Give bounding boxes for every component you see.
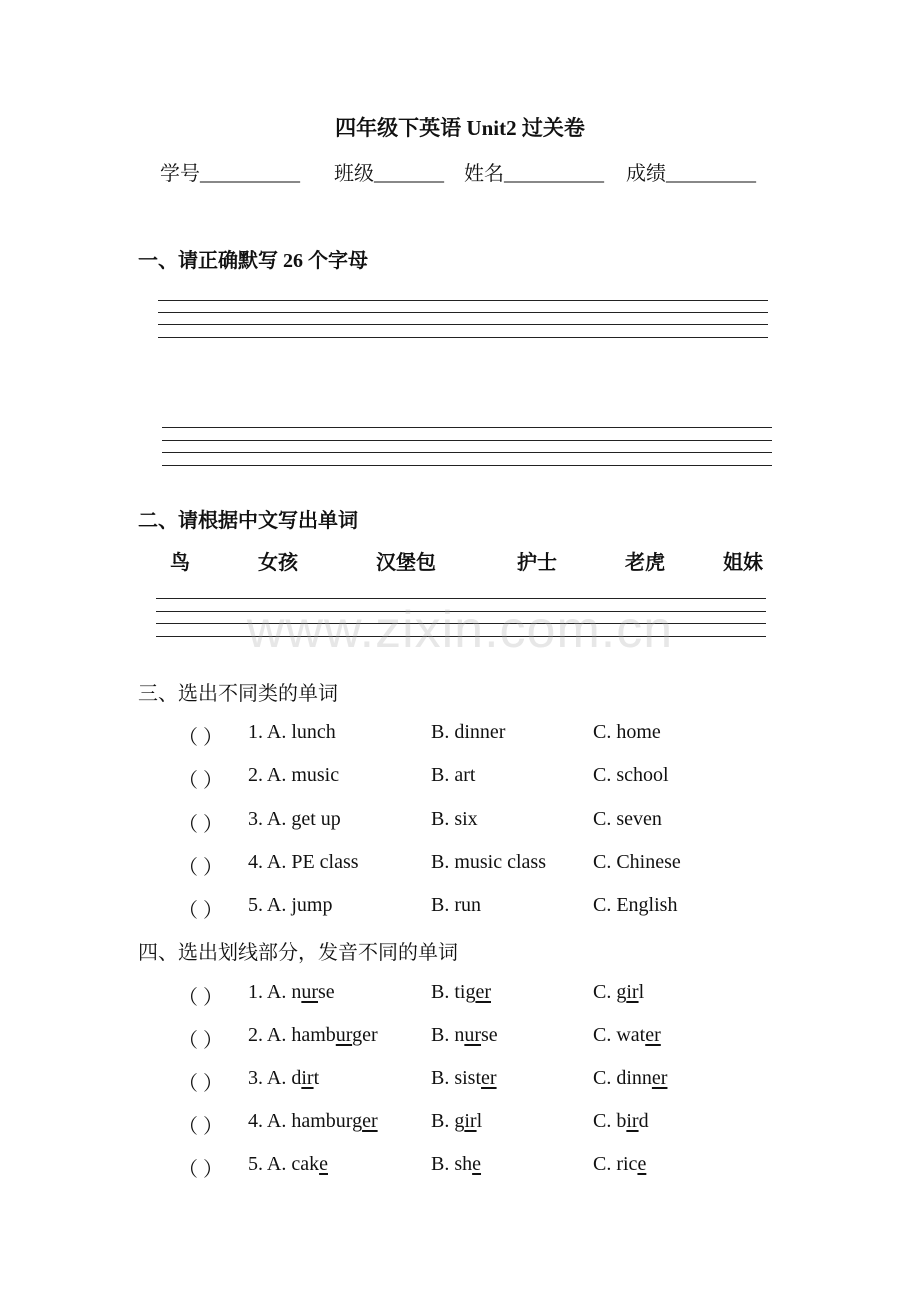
option-a — [248, 1153, 328, 1176]
option-text: B. sist — [431, 1067, 482, 1089]
option-text: 3. A. d — [248, 1067, 302, 1089]
option-b: B. dinner — [431, 721, 506, 743]
answer-blank[interactable]: （ ） — [178, 987, 223, 1009]
section4-heading: 四、选出划线部分，发音不同的单词 — [138, 942, 458, 964]
option-a — [248, 1024, 378, 1047]
option-c — [593, 1110, 649, 1133]
answer-blank[interactable]: （ ） — [178, 727, 223, 749]
option-text: 4. A. hamburg — [248, 1110, 363, 1132]
answer-blank[interactable]: （ ） — [178, 857, 223, 879]
option-text: 1. A. n — [248, 981, 302, 1003]
option-b: B. six — [431, 808, 478, 830]
answer-blank[interactable]: （ ） — [178, 1073, 223, 1095]
option-text: B. g — [431, 1110, 465, 1132]
underlined-letters: er — [645, 1024, 661, 1046]
option-b: B. music class — [431, 851, 546, 873]
chinese-word-hamburger: 汉堡包 — [376, 552, 436, 574]
option-text: B. n — [431, 1024, 465, 1046]
option-text: 5. A. cak — [248, 1153, 320, 1175]
chinese-word-nurse: 护士 — [517, 552, 557, 574]
underlined-letters: ir — [626, 1110, 639, 1132]
option-text: B. sh — [431, 1153, 473, 1175]
answer-blank[interactable]: （ ） — [178, 770, 223, 792]
option-c: C. Chinese — [593, 851, 681, 873]
option-c — [593, 1153, 646, 1176]
option-text: 2. A. hamb — [248, 1024, 336, 1046]
option-c: C. home — [593, 721, 661, 743]
option-text: C. ric — [593, 1153, 638, 1175]
option-c — [593, 1024, 661, 1047]
answer-blank[interactable]: （ ） — [178, 1159, 223, 1181]
student-number-field: 学号__________ — [160, 163, 300, 185]
option-c — [593, 1067, 667, 1090]
option-text: C. g — [593, 981, 627, 1003]
class-field: 班级_______ — [334, 163, 444, 185]
watermark: www.zixin.com.cn — [246, 601, 674, 659]
underlined-letters: ur — [335, 1024, 353, 1046]
option-b — [431, 1153, 481, 1176]
option-text: l — [476, 1110, 483, 1132]
score-field: 成绩_________ — [626, 163, 756, 185]
underlined-letters: er — [362, 1110, 378, 1132]
option-a: 2. A. music — [248, 764, 340, 786]
chinese-word-girl: 女孩 — [258, 552, 298, 574]
option-c: C. seven — [593, 808, 662, 830]
option-b — [431, 1024, 498, 1047]
option-text: C. dinn — [593, 1067, 652, 1089]
option-text: ger — [352, 1024, 378, 1046]
option-b — [431, 1110, 482, 1133]
chinese-word-tiger: 老虎 — [625, 552, 665, 574]
option-c: C. school — [593, 764, 669, 786]
option-b — [431, 1067, 497, 1090]
underlined-letters: ir — [464, 1110, 477, 1132]
option-a: 5. A. jump — [248, 894, 333, 916]
option-b: B. run — [431, 894, 481, 916]
option-a — [248, 1110, 378, 1133]
underlined-letters: ir — [301, 1067, 314, 1089]
option-text: C. b — [593, 1110, 627, 1132]
option-a — [248, 1067, 319, 1090]
name-field: 姓名__________ — [464, 163, 604, 185]
underlined-letters: e — [319, 1153, 328, 1175]
section2-heading: 二、请根据中文写出单词 — [138, 510, 358, 532]
underlined-letters: er — [475, 981, 491, 1003]
answer-blank[interactable]: （ ） — [178, 814, 223, 836]
underlined-letters: e — [637, 1153, 647, 1175]
option-text: d — [638, 1110, 649, 1132]
option-a: 4. A. PE class — [248, 851, 359, 873]
option-text: B. tig — [431, 981, 476, 1003]
underlined-letters: e — [472, 1153, 482, 1175]
option-text: t — [313, 1067, 320, 1089]
option-b — [431, 981, 491, 1004]
option-c: C. English — [593, 894, 678, 916]
chinese-word-bird: 鸟 — [170, 552, 190, 574]
underlined-letters: er — [651, 1067, 668, 1089]
section3-heading: 三、选出不同类的单词 — [138, 683, 338, 705]
answer-blank[interactable]: （ ） — [178, 1030, 223, 1052]
underlined-letters: ur — [301, 981, 319, 1003]
answer-blank[interactable]: （ ） — [178, 900, 223, 922]
option-b: B. art — [431, 764, 476, 786]
underlined-letters: er — [481, 1067, 497, 1089]
option-text: C. wat — [593, 1024, 646, 1046]
option-text: l — [638, 981, 645, 1003]
option-a — [248, 981, 335, 1004]
option-text: se — [318, 981, 335, 1003]
chinese-word-sister: 姐妹 — [723, 552, 763, 574]
underlined-letters: ir — [626, 981, 639, 1003]
underlined-letters: ur — [464, 1024, 482, 1046]
option-a: 1. A. lunch — [248, 721, 336, 743]
option-c — [593, 981, 644, 1004]
option-a: 3. A. get up — [248, 808, 341, 830]
page-title: 四年级下英语 Unit2 过关卷 — [335, 116, 585, 140]
section1-heading: 一、请正确默写 26 个字母 — [138, 250, 368, 272]
answer-blank[interactable]: （ ） — [178, 1116, 223, 1138]
option-text: se — [481, 1024, 498, 1046]
